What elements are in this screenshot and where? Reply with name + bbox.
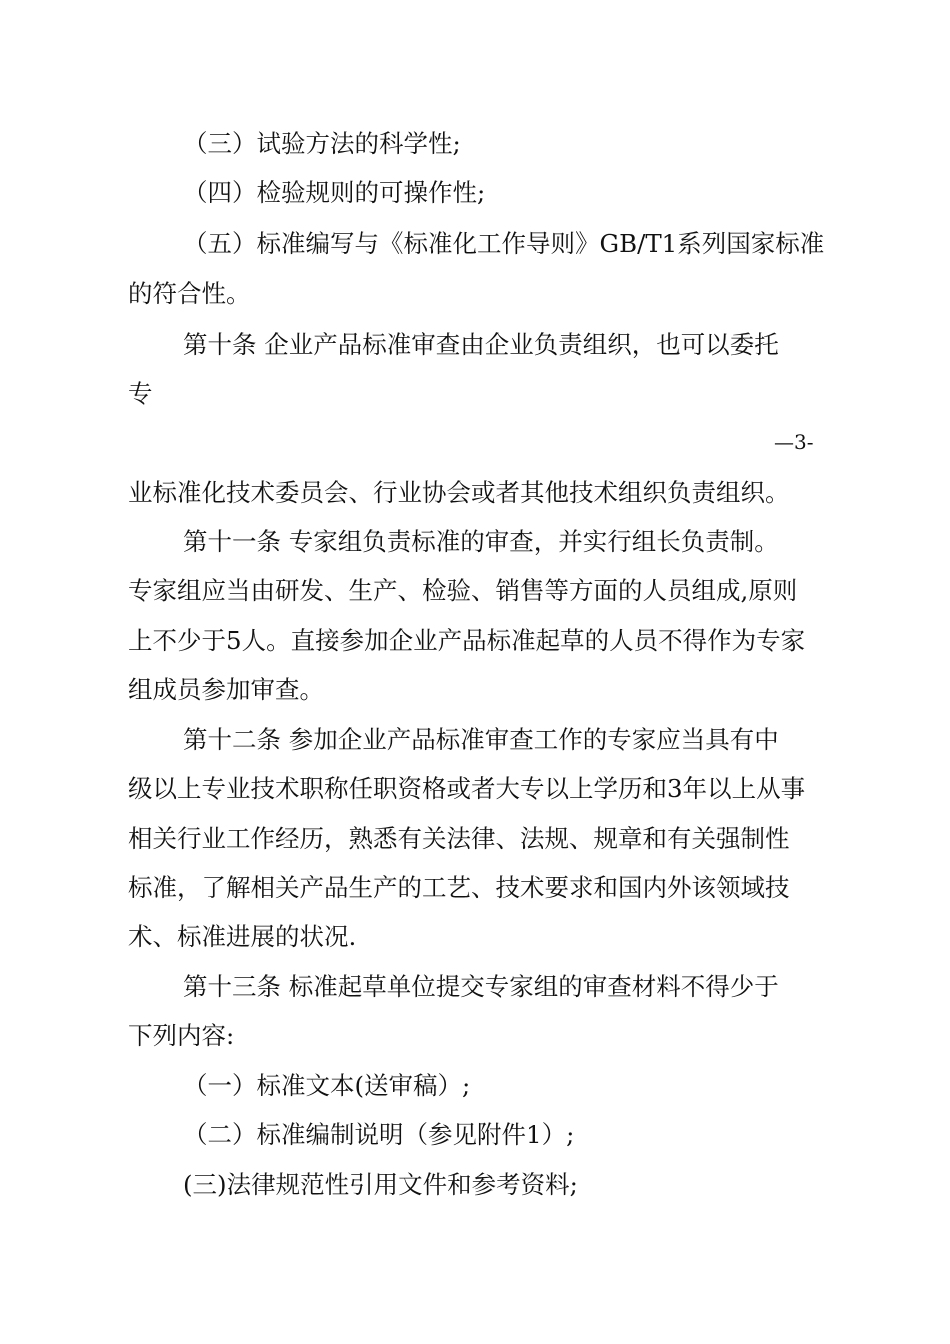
article-11-line2: 专家组应当由研发、生产、检验、销售等方面的人员组成,原则 [128, 576, 798, 605]
article-10-line2: 专 [128, 379, 153, 408]
item-five-line2: 的符合性。 [128, 279, 251, 308]
item-three: （三）试验方法的科学性; [183, 129, 461, 158]
article-11-line3: 上不少于5人。直接参加企业产品标准起草的人员不得作为专家 [128, 626, 806, 655]
article-10-line3: 业标准化技术委员会、行业协会或者其他技术组织负责组织。 [128, 478, 790, 507]
item-five-line1: （五）标准编写与《标准化工作导则》GB/T1系列国家标准 [183, 229, 825, 258]
list-item-two: （二）标准编制说明（参见附件1）; [183, 1120, 575, 1149]
page-number: —3- [774, 430, 814, 454]
article-12-line1: 第十二条 参加企业产品标准审查工作的专家应当具有中 [183, 725, 779, 754]
article-11-line1: 第十一条 专家组负责标准的审查，并实行组长负责制。 [183, 527, 779, 556]
article-12-line2: 级以上专业技术职称任职资格或者大专以上学历和3年以上从事 [128, 774, 806, 803]
article-11-line4: 组成员参加审查。 [128, 675, 324, 704]
list-item-one: （一）标准文本(送审稿）; [183, 1071, 471, 1100]
list-item-three: (三)法律规范性引用文件和参考资料; [183, 1170, 578, 1199]
item-four: （四）检验规则的可操作性; [183, 178, 486, 207]
article-13-line1: 第十三条 标准起草单位提交专家组的审查材料不得少于 [183, 972, 779, 1001]
article-10-line1: 第十条 企业产品标准审查由企业负责组织，也可以委托 [183, 330, 779, 359]
article-12-line4: 标准，了解相关产品生产的工艺、技术要求和国内外该领域技 [128, 873, 790, 902]
article-12-line5: 术、标准进展的状况. [128, 922, 357, 951]
article-13-line2: 下列内容: [128, 1021, 235, 1050]
article-12-line3: 相关行业工作经历，熟悉有关法律、法规、规章和有关强制性 [128, 824, 790, 853]
